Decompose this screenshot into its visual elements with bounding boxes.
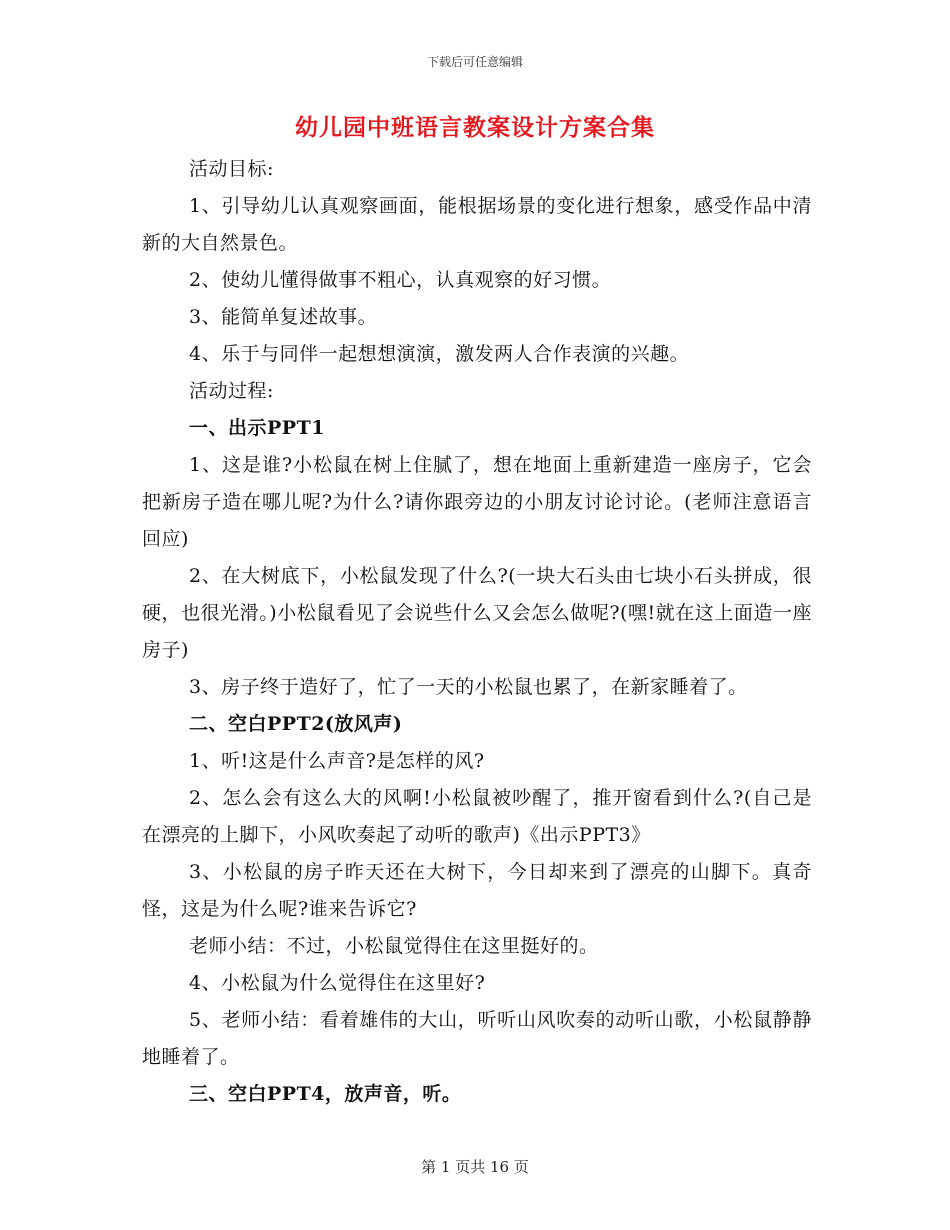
paragraph-step-1-1: 1、这是谁?小松鼠在树上住腻了，想在地面上重新建造一座房子，它会把新房子造在哪儿呢?为什么?请你跟旁边的小朋友讨论讨论。(老师注意语言回应) <box>142 454 812 550</box>
paragraph-goals-heading: 活动目标: <box>189 158 274 180</box>
paragraph-step-2-1: 1、听!这是什么声音?是怎样的风? <box>189 750 485 772</box>
paragraph-step-2-2: 2、怎么会有这么大的风啊!小松鼠被吵醒了，推开窗看到什么?(自己是在漂亮的上脚下，小风吹奏起了动听的歌声)《出示PPT3》 <box>142 787 812 846</box>
paragraph-step-2-5: 5、老师小结：看着雄伟的大山，听听山风吹奏的动听山歌，小松鼠静静地睡着了。 <box>142 1009 812 1068</box>
paragraph-goal-3: 3、能简单复述故事。 <box>189 306 378 328</box>
paragraph-goal-1: 1、引导幼儿认真观察画面，能根据场景的变化进行想象，感受作品中清新的大自然景色。 <box>142 195 812 254</box>
document-body <box>142 151 812 1113</box>
page-number-footer: 第 1 页共 16 页 <box>421 1158 529 1176</box>
paragraph-goal-4: 4、乐于与同伴一起想想演演，激发两人合作表演的兴趣。 <box>189 343 690 365</box>
paragraph-step-1-2: 2、在大树底下，小松鼠发现了什么?(一块大石头由七块小石头拼成，很硬，也很光滑。)小松鼠看见了会说些什么又会怎么做呢?(嘿!就在这上面造一座房子) <box>142 565 812 661</box>
paragraph-teacher-summary-1: 老师小结：不过，小松鼠觉得住在这里挺好的。 <box>189 935 599 957</box>
document-title: 幼儿园中班语言教案设计方案合集 <box>295 114 655 141</box>
header-note: 下载后可任意编辑 <box>426 55 523 69</box>
paragraph-step-1-3: 3、房子终于造好了，忙了一天的小松鼠也累了，在新家睡着了。 <box>189 676 748 698</box>
paragraph-process-heading: 活动过程: <box>189 380 274 402</box>
section-heading-2: 二、空白PPT2(放风声) <box>189 713 403 735</box>
section-heading-1: 一、出示PPT1 <box>189 417 325 439</box>
paragraph-step-2-3: 3、小松鼠的房子昨天还在大树下，今日却来到了漂亮的山脚下。真奇怪，这是为什么呢?谁来告诉它? <box>142 861 812 920</box>
paragraph-step-2-4: 4、小松鼠为什么觉得住在这里好? <box>189 972 486 994</box>
paragraph-goal-2: 2、使幼儿懂得做事不粗心，认真观察的好习惯。 <box>189 269 612 291</box>
section-heading-3: 三、空白PPT4，放声音，听。 <box>189 1083 462 1105</box>
